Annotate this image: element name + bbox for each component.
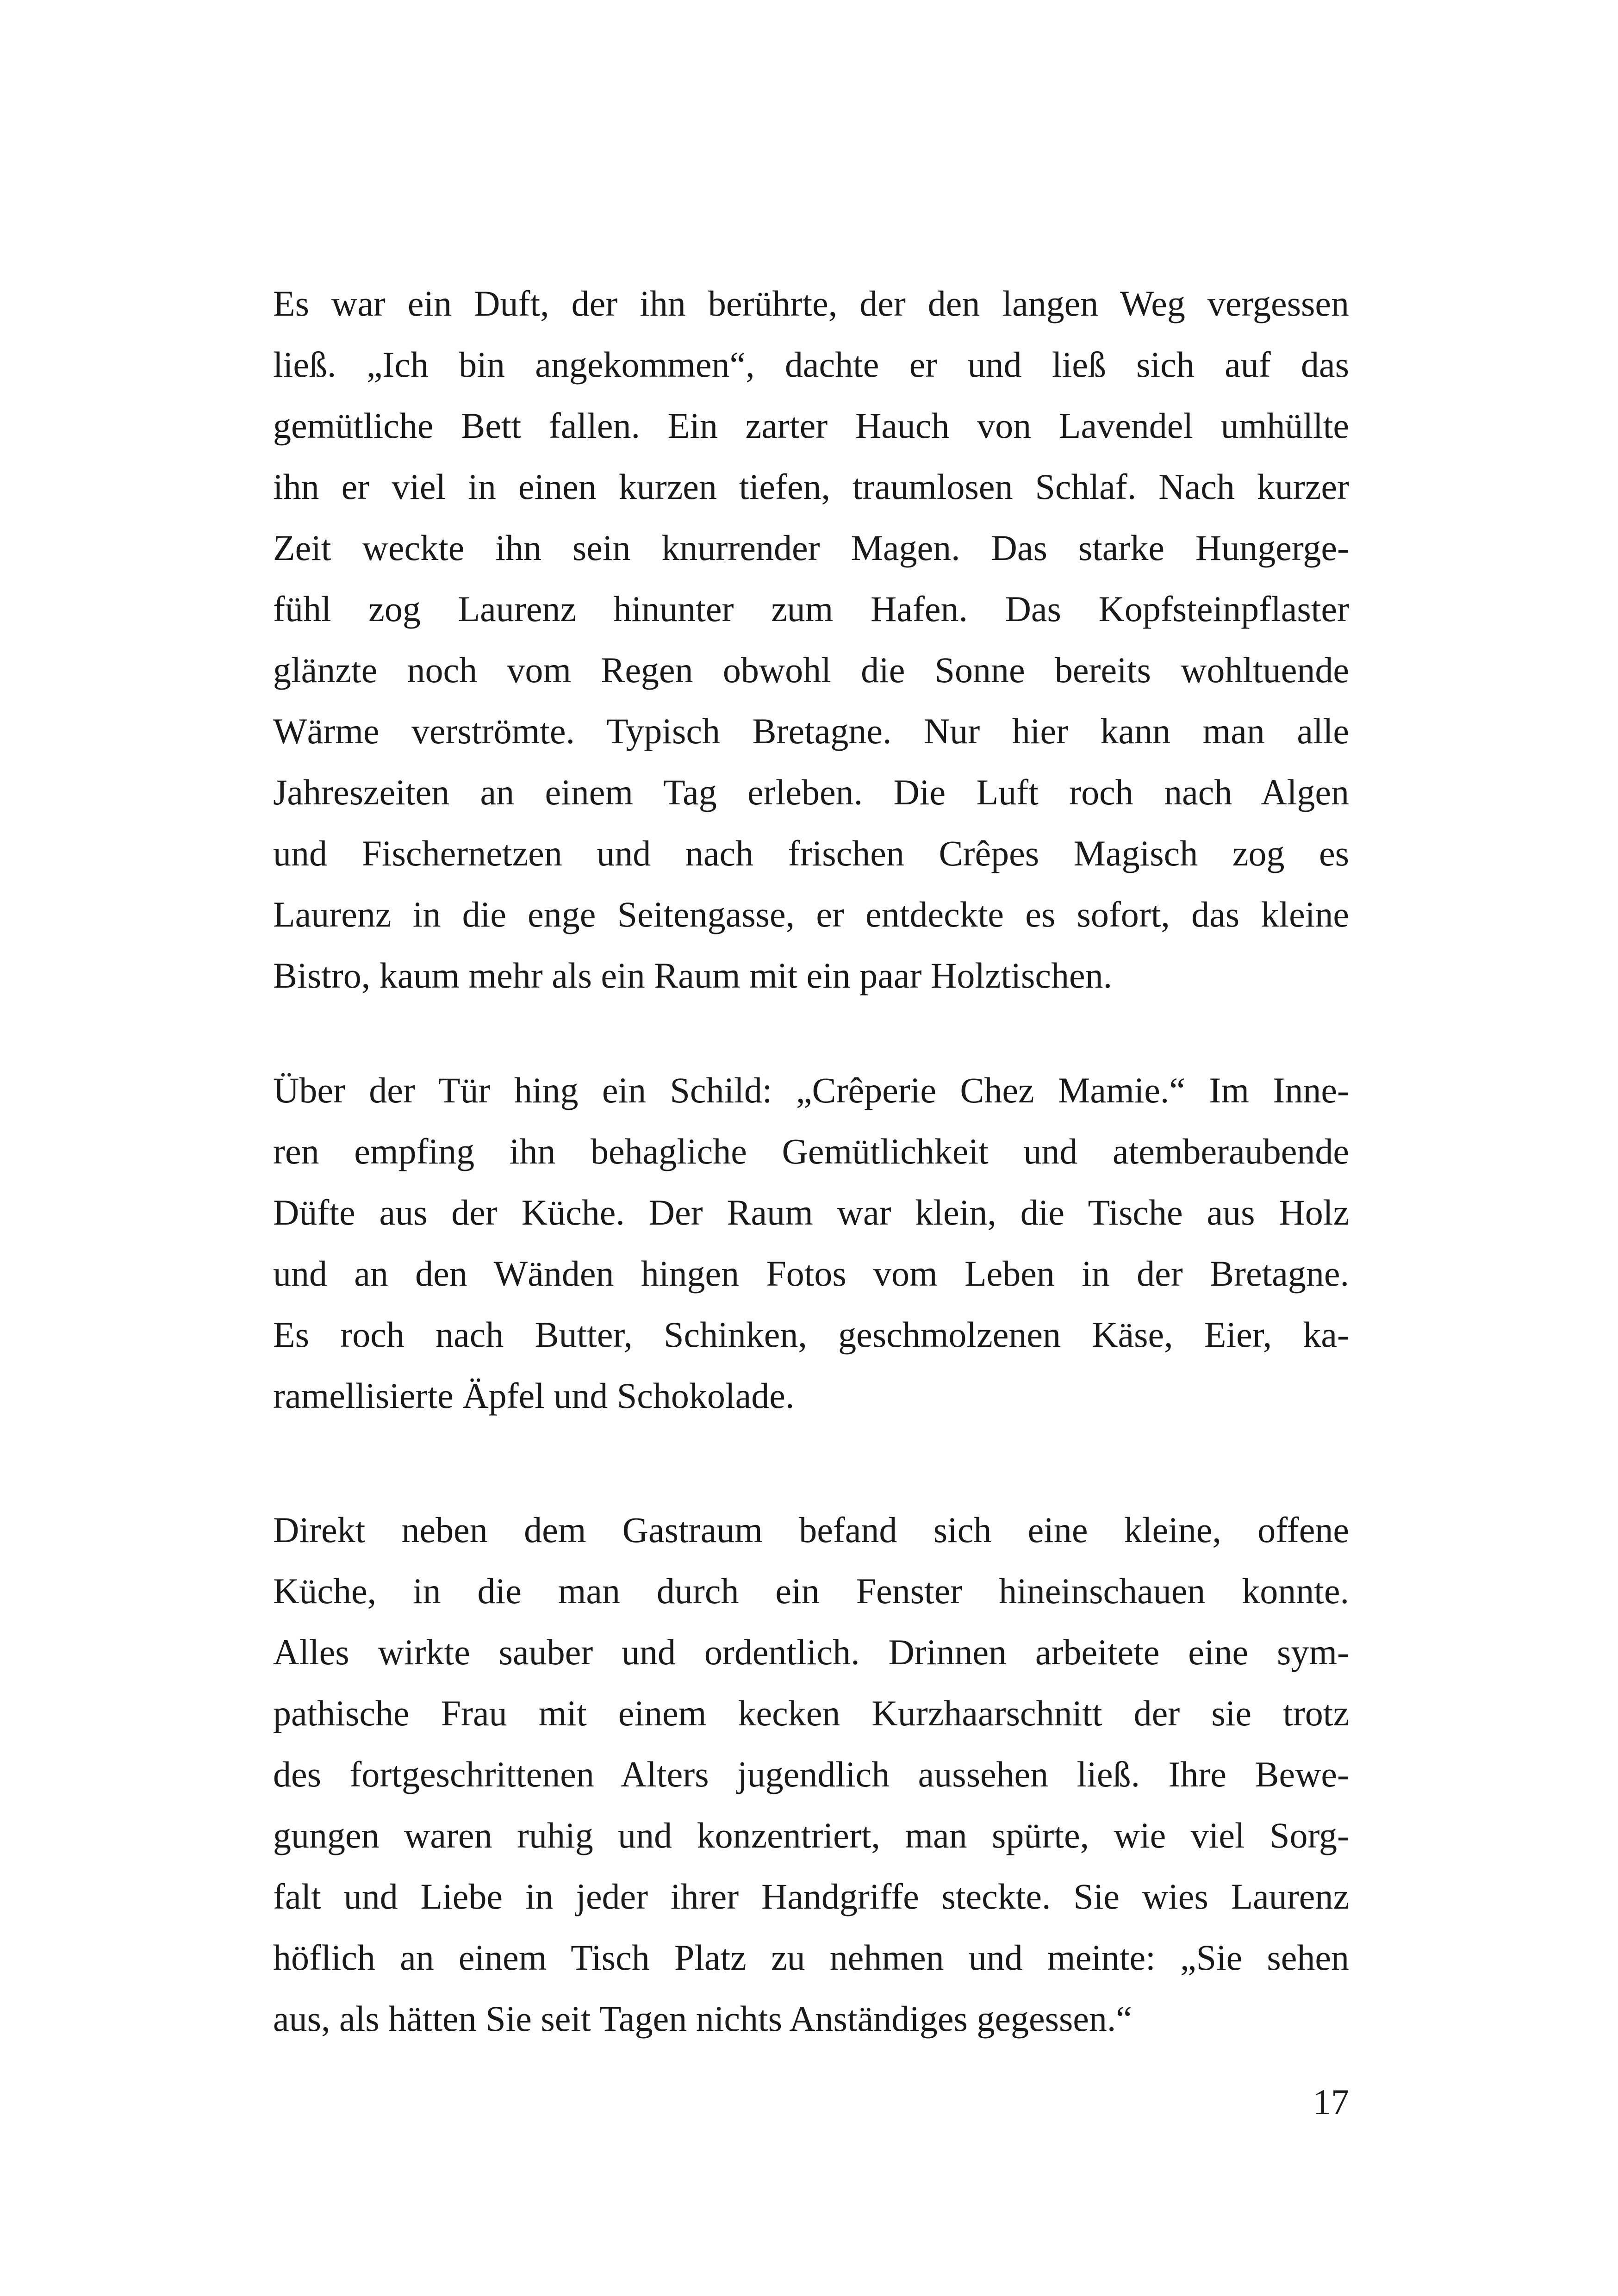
paragraph-3 <box>273 1500 1349 2049</box>
page-number: 17 <box>1313 2082 1349 2122</box>
text-line: aus, als hätten Sie seit Tagen nichts Anständiges gegessen.“ <box>273 1998 1133 2039</box>
text-line: gemütliche Bett fallen. Ein zarter Hauch von Lavendel umhüllte <box>273 405 1349 446</box>
text-line: ihn er viel in einen kurzen tiefen, traumlosen Schlaf. Nach kurzer <box>273 467 1349 507</box>
text-line: Über der Tür hing ein Schild: „Crêperie Chez Mamie.“ Im Inne- <box>273 1070 1349 1110</box>
text-line: Laurenz in die enge Seitengasse, er entdeckte es sofort, das kleine <box>273 894 1349 934</box>
text-line: Zeit weckte ihn sein knurrender Magen. Das starke Hungerge- <box>273 528 1349 568</box>
text-line: Es war ein Duft, der ihn berührte, der den langen Weg vergessen <box>273 283 1349 324</box>
text-line: Wärme verströmte. Typisch Bretagne. Nur hier kann man alle <box>273 711 1349 751</box>
text-line: ren empfing ihn behagliche Gemütlichkeit und atemberaubende <box>273 1131 1349 1171</box>
text-line: und an den Wänden hingen Fotos vom Leben in der Bretagne. <box>273 1253 1349 1294</box>
text-line: des fortgeschrittenen Alters jugendlich aussehen ließ. Ihre Bewe- <box>273 1754 1349 1794</box>
text-line: Bistro, kaum mehr als ein Raum mit ein paar Holztischen. <box>273 955 1113 996</box>
text-line: höflich an einem Tisch Platz zu nehmen und meinte: „Sie sehen <box>273 1937 1349 1978</box>
text-line: Düfte aus der Küche. Der Raum war klein, die Tische aus Holz <box>273 1192 1349 1232</box>
paragraph-1 <box>273 273 1349 1006</box>
text-line: fühl zog Laurenz hinunter zum Hafen. Das Kopfsteinpflaster <box>273 589 1349 629</box>
text-line: Direkt neben dem Gastraum befand sich eine kleine, offene <box>273 1510 1349 1550</box>
text-line: und Fischernetzen und nach frischen Crêpes Magisch zog es <box>273 833 1349 873</box>
text-line: Küche, in die man durch ein Fenster hineinschauen konnte. <box>273 1571 1349 1611</box>
text-line: ramellisierte Äpfel und Schokolade. <box>273 1375 795 1416</box>
text-line: Es roch nach Butter, Schinken, geschmolzenen Käse, Eier, ka- <box>273 1314 1349 1355</box>
text-line: pathische Frau mit einem kecken Kurzhaarschnitt der sie trotz <box>273 1693 1349 1733</box>
text-line: falt und Liebe in jeder ihrer Handgriffe steckte. Sie wies Laurenz <box>273 1876 1349 1916</box>
text-line: Jahreszeiten an einem Tag erleben. Die Luft roch nach Algen <box>273 772 1349 812</box>
text-line: gungen waren ruhig und konzentriert, man spürte, wie viel Sorg- <box>273 1815 1349 1855</box>
text-line: ließ. „Ich bin angekommen“, dachte er und ließ sich auf das <box>273 344 1349 385</box>
text-line: Alles wirkte sauber und ordentlich. Drinnen arbeitete eine sym- <box>273 1632 1349 1672</box>
text-line: glänzte noch vom Regen obwohl die Sonne bereits wohltuende <box>273 650 1349 690</box>
paragraph-2 <box>273 1060 1349 1426</box>
